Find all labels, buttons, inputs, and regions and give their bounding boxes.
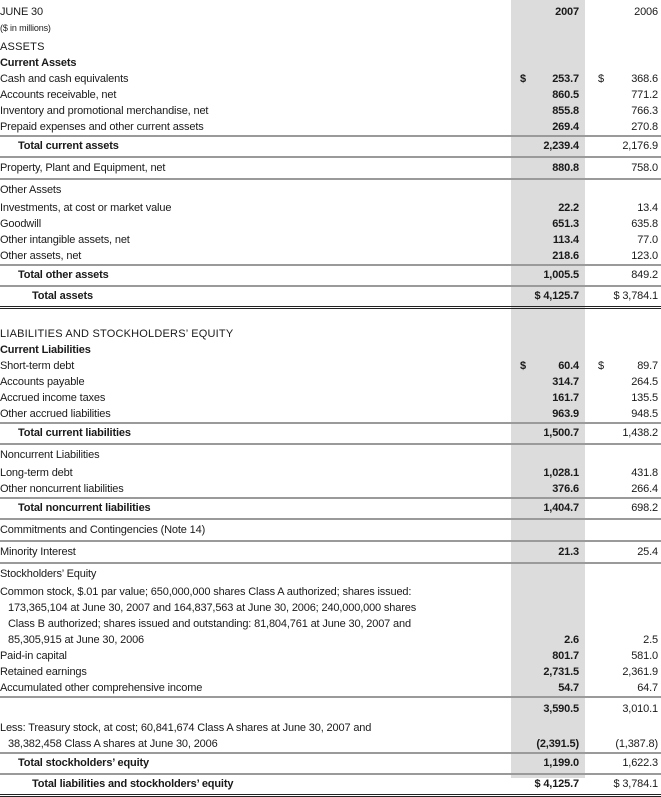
- row-commitments-and-contingencies: [0, 518, 661, 540]
- column-header-2006: 2006: [634, 6, 658, 18]
- row-label: Total other assets: [18, 269, 109, 281]
- value-2007: 161.7: [552, 392, 579, 404]
- row-accrued-income-taxes: [0, 390, 661, 406]
- value-2006: 3,010.1: [622, 703, 658, 715]
- value-2007: 3,590.5: [543, 703, 579, 715]
- value-2007: 218.6: [552, 250, 579, 262]
- row-label-line: 85,305,915 at June 30, 2006: [8, 634, 145, 646]
- value-2006: (1,387.8): [615, 738, 658, 750]
- value-2006: 64.7: [637, 682, 658, 694]
- row-total-current-liabilities: [0, 422, 661, 443]
- row-label: Other intangible assets, net: [0, 234, 130, 246]
- value-2007: (2,391.5): [536, 738, 579, 750]
- value-2006: 2.5: [643, 634, 658, 646]
- row-liabilities-and-stockholders-equity: [0, 326, 661, 342]
- value-2007: 1,028.1: [543, 467, 579, 479]
- row-label: Accounts payable: [0, 376, 85, 388]
- value-2006: 948.5: [631, 408, 658, 420]
- value-2006: 25.4: [637, 546, 658, 558]
- value-2007: 2.6: [564, 634, 579, 646]
- row-label: [0, 584, 661, 648]
- row-label: Accumulated other comprehensive income: [0, 682, 203, 694]
- row-label: Other noncurrent liabilities: [0, 483, 124, 495]
- value-2006: 368.6: [631, 73, 658, 85]
- row-label-line: 38,382,458 Class A shares at June 30, 2006: [8, 738, 218, 750]
- value-2007: 376.6: [552, 483, 579, 495]
- value-2006: 89.7: [637, 360, 658, 372]
- value-2007: 2,731.5: [543, 666, 579, 678]
- row-noncurrent-liabilities: [0, 443, 661, 465]
- value-2007: 1,500.7: [543, 427, 579, 439]
- row-label-text: Commitments and Contingencies: [0, 524, 158, 536]
- value-2006: 1,622.3: [622, 757, 658, 769]
- value-2006: 2,361.9: [622, 666, 658, 678]
- value-2006: 698.2: [631, 502, 658, 514]
- row-label: Long-term debt: [0, 467, 73, 479]
- row-total-assets: [0, 285, 661, 309]
- value-2006: 77.0: [637, 234, 658, 246]
- row-label: Prepaid expenses and other current assets: [0, 121, 204, 133]
- value-2007: 1,005.5: [543, 269, 579, 281]
- row-label-line: Class B authorized; shares issued and outstanding: 81,804,761 at June 30, 2007 and: [8, 618, 411, 630]
- row-label: Accounts receivable, net: [0, 89, 117, 101]
- section-spacer: [0, 309, 661, 323]
- value-2007: 801.7: [552, 650, 579, 662]
- row-other-intangible-assets-net: [0, 232, 661, 248]
- value-2007: 2,239.4: [543, 140, 579, 152]
- row-label: Total current assets: [18, 140, 119, 152]
- row-assets: [0, 39, 661, 55]
- row-label: Stockholders’ Equity: [0, 568, 97, 580]
- row-minority-interest: [0, 540, 661, 562]
- value-2006: $ 3,784.1: [613, 290, 658, 302]
- value-2006: 13.4: [637, 202, 658, 214]
- value-2006: 581.0: [631, 650, 658, 662]
- row-long-term-debt: [0, 465, 661, 481]
- row-label: Investments, at cost or market value: [0, 202, 172, 214]
- value-2007: 314.7: [552, 376, 579, 388]
- row-inventory-and-promotional-merchandise-ne: [0, 103, 661, 119]
- value-2006: 771.2: [631, 89, 658, 101]
- row-label: Other accrued liabilities: [0, 408, 111, 420]
- row-label: Other assets, net: [0, 250, 82, 262]
- value-2007: 860.5: [552, 89, 579, 101]
- row-other-assets-net: [0, 248, 661, 264]
- value-2007: 1,404.7: [543, 502, 579, 514]
- value-2007: 651.3: [552, 218, 579, 230]
- value-2007: 54.7: [558, 682, 579, 694]
- row-label: Total noncurrent liabilities: [18, 502, 151, 514]
- row-label: Current Liabilities: [0, 344, 91, 356]
- value-2006: 2,176.9: [622, 140, 658, 152]
- row-label: Paid-in capital: [0, 650, 67, 662]
- row-label-line: Less: Treasury stock, at cost; 60,841,674 Class A shares at June 30, 2007 and: [0, 722, 372, 734]
- row-accounts-receivable-net: [0, 87, 661, 103]
- row-investments-at-cost-or-market-value: [0, 200, 661, 216]
- value-2007: 880.8: [552, 162, 579, 174]
- row-label: Retained earnings: [0, 666, 87, 678]
- row-label: Property, Plant and Equipment, net: [0, 162, 166, 174]
- value-2007: 1,199.0: [543, 757, 579, 769]
- value-2006: 849.2: [631, 269, 658, 281]
- row-cash-and-cash-equivalents: [0, 71, 661, 87]
- note-reference: (Note 14): [160, 524, 206, 536]
- row-property-plant-and-equipment-net: [0, 156, 661, 178]
- row-label-line: Common stock, $.01 par value; 650,000,000 shares Class A authorized; shares issued:: [0, 586, 412, 598]
- value-2007: 60.4: [558, 360, 579, 372]
- row-label: Other Assets: [0, 184, 62, 196]
- value-2006: 123.0: [631, 250, 658, 262]
- row-label: Total liabilities and stockholders’ equity: [32, 778, 234, 790]
- row-common-stock-01-par-value-650-000-000-sh: [0, 584, 661, 648]
- row-total-stockholders-equity: [0, 752, 661, 773]
- value-2006: 766.3: [631, 105, 658, 117]
- row-label: Current Assets: [0, 57, 77, 69]
- value-2006: 264.5: [631, 376, 658, 388]
- row-label: Noncurrent Liabilities: [0, 449, 100, 461]
- row-goodwill: [0, 216, 661, 232]
- row-label-line: 173,365,104 at June 30, 2007 and 164,837,563 at June 30, 2006; 240,000,000 shares: [8, 602, 417, 614]
- row-label: ASSETS: [0, 41, 45, 53]
- units-note: ($ in millions): [0, 23, 51, 33]
- row-total-liabilities-and-stockholders-equit: [0, 773, 661, 797]
- row-label: Cash and cash equivalents: [0, 73, 129, 85]
- value-2006: 635.8: [631, 218, 658, 230]
- row-label: Inventory and promotional merchandise, net: [0, 105, 209, 117]
- value-2007: $ 4,125.7: [534, 290, 579, 302]
- value-2007: 22.2: [558, 202, 579, 214]
- value-2006: 266.4: [631, 483, 658, 495]
- row-subtotal: [0, 696, 661, 720]
- currency-symbol-2006: $: [598, 360, 604, 372]
- row-prepaid-expenses-and-other-current-asset: [0, 119, 661, 135]
- column-header-row: [0, 4, 661, 20]
- value-2007: 253.7: [552, 73, 579, 85]
- value-2006: 270.8: [631, 121, 658, 133]
- row-total-current-assets: [0, 135, 661, 156]
- row-total-noncurrent-liabilities: [0, 497, 661, 518]
- row-stockholders-equity: [0, 562, 661, 584]
- value-2006: $ 3,784.1: [613, 778, 658, 790]
- value-2006: 758.0: [631, 162, 658, 174]
- row-current-liabilities: [0, 342, 661, 358]
- row-current-assets: [0, 55, 661, 71]
- row-other-noncurrent-liabilities: [0, 481, 661, 497]
- row-label: Minority Interest: [0, 546, 76, 558]
- units-row: [0, 20, 661, 36]
- row-label: Short-term debt: [0, 360, 75, 372]
- row-short-term-debt: [0, 358, 661, 374]
- value-2007: 855.8: [552, 105, 579, 117]
- value-2007: $ 4,125.7: [534, 778, 579, 790]
- row-accounts-payable: [0, 374, 661, 390]
- value-2006: 431.8: [631, 467, 658, 479]
- value-2007: 963.9: [552, 408, 579, 420]
- column-header-2007: 2007: [555, 6, 579, 18]
- period-label: JUNE 30: [0, 6, 43, 18]
- row-label: Total stockholders’ equity: [18, 757, 149, 769]
- row-label: Total current liabilities: [18, 427, 131, 439]
- row-label: Goodwill: [0, 218, 41, 230]
- row-other-accrued-liabilities: [0, 406, 661, 422]
- currency-symbol-2006: $: [598, 73, 604, 85]
- row-other-assets: [0, 178, 661, 200]
- value-2007: 21.3: [558, 546, 579, 558]
- currency-symbol-2007: $: [520, 360, 526, 372]
- value-2007: 269.4: [552, 121, 579, 133]
- row-label: Accrued income taxes: [0, 392, 106, 404]
- balance-sheet: [0, 4, 661, 797]
- value-2006: 1,438.2: [622, 427, 658, 439]
- row-retained-earnings: [0, 664, 661, 680]
- row-label: LIABILITIES AND STOCKHOLDERS’ EQUITY: [0, 328, 234, 340]
- currency-symbol-2007: $: [520, 73, 526, 85]
- row-paid-in-capital: [0, 648, 661, 664]
- value-2006: 135.5: [631, 392, 658, 404]
- row-label: [0, 520, 205, 540]
- row-accumulated-other-comprehensive-income: [0, 680, 661, 696]
- value-2007: 113.4: [552, 234, 579, 246]
- row-label: Total assets: [32, 290, 93, 302]
- row-less-treasury-stock-at-cost-60-841-674-c: [0, 720, 661, 752]
- row-total-other-assets: [0, 264, 661, 285]
